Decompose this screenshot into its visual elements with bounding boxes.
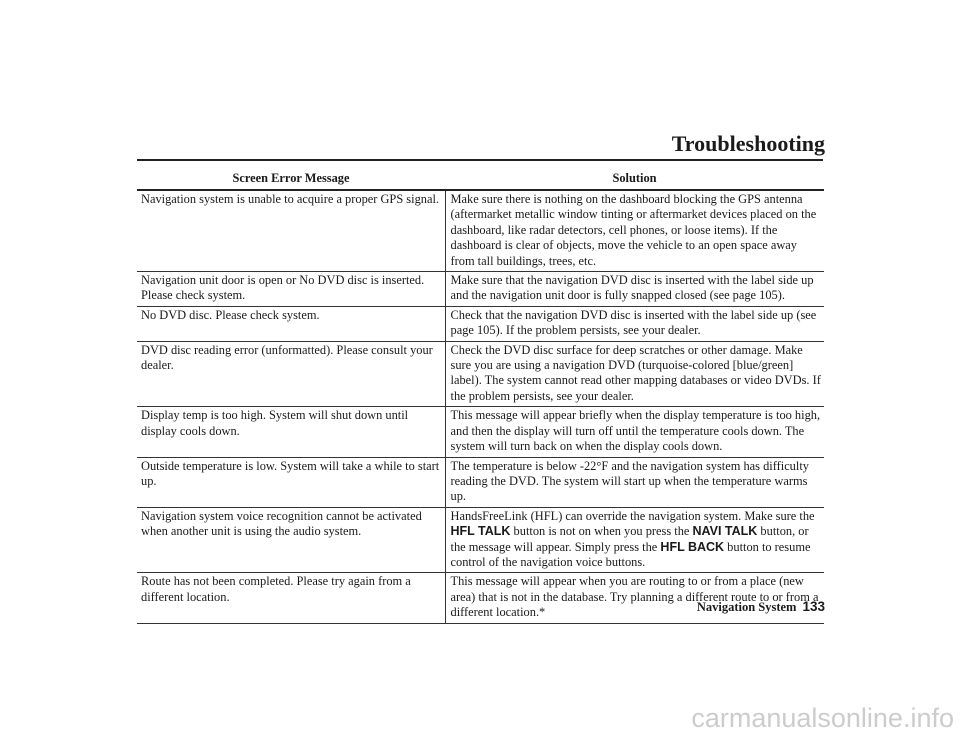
table-row xyxy=(137,507,824,573)
solution-cell xyxy=(445,507,824,573)
table-header xyxy=(137,169,824,190)
hfl-back-button-label: HFL BACK xyxy=(660,539,725,554)
error-message-cell: Route has not been completed. Please try again from a different location. xyxy=(137,573,445,623)
solution-cell: The temperature is below -22°F and the navigation system has difficulty reading the DVD. The system will start up when the temperature warms up. xyxy=(445,457,824,507)
column-header-error-message: Screen Error Message xyxy=(137,169,445,190)
error-message-cell: Navigation system voice recognition cannot be activated when another unit is using the audio system. xyxy=(137,507,445,573)
table-body xyxy=(137,190,824,623)
column-header-solution: Solution xyxy=(445,169,824,190)
footer-section-title: Navigation System xyxy=(696,600,797,614)
table-row xyxy=(137,341,824,407)
hfl-talk-button-label: HFL TALK xyxy=(450,524,511,539)
solution-text: HandsFreeLink (HFL) can override the navigation system. Make sure the xyxy=(450,508,815,523)
error-message-cell: Navigation unit door is open or No DVD disc is inserted. Please check system. xyxy=(137,272,445,307)
table-header-row xyxy=(137,169,824,190)
table-row xyxy=(137,272,824,307)
solution-cell: This message will appear briefly when the display temperature is too high, and then the display will turn off until the temperature cools down. The system will turn back on when the display cools down. xyxy=(445,407,824,457)
table-row xyxy=(137,306,824,341)
solution-cell: Check the DVD disc surface for deep scratches or other damage. Make sure you are using a navigation DVD (turquoise-colored [blue/green] label). The system cannot read other mapping databases or video DVDs. If the problem persists, see your dealer. xyxy=(445,341,824,407)
error-message-cell: Navigation system is unable to acquire a proper GPS signal. xyxy=(137,190,445,272)
solution-text: button is not on when you press the xyxy=(510,524,693,539)
page-number: 133 xyxy=(802,599,825,614)
error-message-cell: Outside temperature is low. System will take a while to start up. xyxy=(137,457,445,507)
solution-cell: Make sure there is nothing on the dashboard blocking the GPS antenna (aftermarket metallic window tinting or aftermarket devices placed on the dashboard, like radar detectors, cell phones, or loose items). If the dashboard is clear of objects, move the vehicle to an open space away from tall buildings, trees, etc. xyxy=(445,190,824,272)
table-row xyxy=(137,407,824,457)
solution-text: button, or the message will appear. Simply press the xyxy=(450,524,809,554)
table-row xyxy=(137,573,824,623)
page-title: Troubleshooting xyxy=(671,131,825,156)
table-row xyxy=(137,457,824,507)
troubleshooting-table xyxy=(137,169,824,624)
solution-cell: Check that the navigation DVD disc is inserted with the label side up (see page 105). If the problem persists, see your dealer. xyxy=(445,306,824,341)
table-row xyxy=(137,190,824,272)
navi-talk-button-label: NAVI TALK xyxy=(692,524,758,539)
solution-text: button to resume control of the navigation voice buttons. xyxy=(450,539,811,569)
page-footer xyxy=(697,599,825,615)
solution-cell: This message will appear when you are routing to or from a place (new area) that is not in the database. Try planning a different route to or from a different location.* xyxy=(445,573,824,623)
error-message-cell: No DVD disc. Please check system. xyxy=(137,306,445,341)
watermark-text: carmanualsonline.info xyxy=(691,703,954,733)
error-message-cell: Display temp is too high. System will shut down until display cools down. xyxy=(137,407,445,457)
title-divider xyxy=(137,159,823,161)
solution-cell: Make sure that the navigation DVD disc is inserted with the label side up and the navigation unit door is fully snapped closed (see page 105). xyxy=(445,272,824,307)
error-message-cell: DVD disc reading error (unformatted). Please consult your dealer. xyxy=(137,341,445,407)
